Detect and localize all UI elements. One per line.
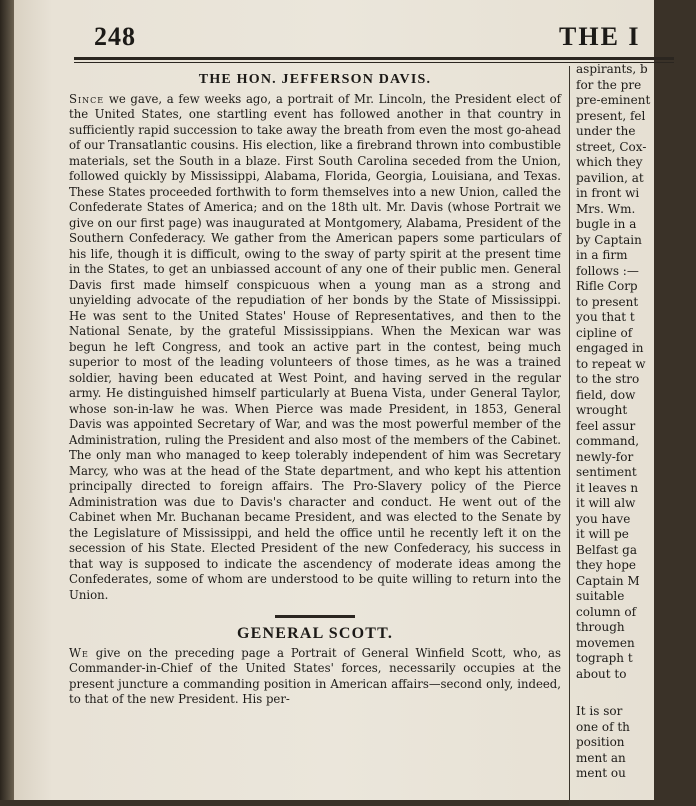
newspaper-page [14,0,654,800]
right-column-line: It is sor [576,704,623,718]
right-column-line: aspirants, b [576,62,648,76]
right-column-line: by Captain [576,232,642,247]
right-column-line: pre-eminent [576,93,651,107]
right-column-line: Rifle Corp [576,279,638,293]
article-title-davis: THE HON. JEFFERSON DAVIS. [198,72,432,87]
right-column-line: it will pe [576,527,629,541]
right-column-line: field, dow [576,387,636,402]
right-column-line: to the stro [576,372,640,386]
article-divider [275,615,355,618]
right-column-line: feel assur [576,418,636,433]
right-column-line: one of th [576,719,630,734]
right-column-line: street, Cox- [576,139,647,154]
right-column-line: movemen [576,635,635,650]
right-column-line: which they [576,155,643,169]
right-column-line: pavilion, at [576,170,644,185]
article-text-scott: give on the preceding page a Portrait of General Winfield Scott, who, as Commander-in-Chief of the United States' forces, necessarily occupies at the present juncture a commanding position in American affairs—second only, indeed, to that of the new President. His per- [69,645,561,706]
right-column-gap [576,682,696,704]
article-text-davis: we gave, a few weeks ago, a portrait of Mr. Lincoln, the President elect of the United States, one startling event has followed another in that country in sufficiently rapid succession to take away the breath from even the most go-ahead of our Transatlantic cousins. His election, like a firebrand thrown into combustible materials, set the South in a blaze. First South Carolina seceded from the Union, followed quickly by Mississippi, Alabama, Florida, Georgia, Louisiana, and Texas. These States proceeded forthwith to form themselves into a new Union, called the Confederate States of America; and on the 18th ult. Mr. Davis (whose Portrait we give on our first page) was inaugurated at Montgomery, Alabama, President of the Southern Confederacy. We gather from the American papers some particulars of his life, though it is difficult, owing to the sway of party spirit at the present time in the States, to get an unbiassed account of any one of their public men. General Davis first made himself conspicuous when a young man as a strong and unyielding advocate of the repudiation of her bonds by the State of Mississippi. He was sent to the United States' House of Representatives, and then to the National Senate, by the grateful Mississippians. When the Mexican war was begun he left Congress, and took an active part in the contest, being much superior to most of the leading volunteers of those times, as he was a trained soldier, having been educated at West Point, and having served in the regular army. He distinguished himself particularly at Buena Vista, under General Taylor, whose son-in-law he was. When Pierce was made President, in 1853, General Davis was appointed Secretary of War, and was the most powerful member of the Administration, ruling the President and also most of the members of the Cabinet. The only man who managed to keep tolerably independent of him was Secretary Marcy, who was at the head of the State department, and who kept his attention principally directed to foreign affairs. The Pro-Slavery policy of the Pierce Administration was due to Davis's character and conduct. He went out of the Cabinet when Mr. Buchanan became President, and was elected to the Senate by the Legislature of Mississippi, and held the office until he recently left it on the secession of his State. Elected President of the new Confederacy, his success in that way is supposed to indicate the ascendency of moderate ideas among the Confederates, some of whom are understood to be quite willing to return into the Union. [69,91,562,602]
right-column-line: bugle in a [576,217,637,231]
right-column-line: Captain M [576,573,640,588]
right-column-line: wrought [576,403,628,417]
article-body-scott [69,646,561,708]
right-column-line: it leaves n [576,480,639,495]
right-column-line: in a firm [576,248,628,262]
right-column-top [576,62,696,682]
right-column-line: under the [576,124,636,138]
right-column-line: sentiment [576,465,637,479]
right-column-line: ment ou [576,766,626,780]
right-column-line: to repeat w [576,356,646,371]
right-column-line: follows :— [576,263,639,278]
right-column-line: newly-for [576,449,634,464]
right-column-line: column of [576,604,637,619]
right-column-line: suitable [576,589,625,603]
right-column-line: tograph t [576,651,633,665]
lead-word: We [69,645,89,660]
right-column-line: you that t [576,310,635,324]
right-column-bottom [576,704,696,782]
right-column-line: they hope [576,558,636,572]
right-column-line: cipline of [576,325,633,340]
right-column-line: for the pre [576,77,642,92]
right-column-line: through [576,620,625,634]
lead-word: Since [69,91,105,106]
right-column-line: engaged in [576,341,644,355]
header-rule [74,57,674,60]
column-divider [569,66,570,806]
page-gutter-shadow [0,0,14,800]
right-column-line: Belfast ga [576,542,637,557]
right-column [576,62,696,782]
right-column-line: position [576,735,625,749]
right-column-line: about to [576,666,627,681]
right-column-line: it will alw [576,496,636,510]
article-body-davis [69,92,561,604]
right-column-line: you have [576,511,631,526]
right-column-line: present, fel [576,108,646,123]
right-column-line: ment an [576,750,626,765]
right-column-line: in front wi [576,186,640,200]
article-title-scott: GENERAL SCOTT. [236,625,394,642]
right-column-line: command, [576,434,640,448]
running-head: THE I [559,22,641,51]
page-number: 248 [94,22,136,51]
main-column [69,70,561,708]
right-column-line: to present [576,294,639,309]
right-column-line: Mrs. Wm. [576,201,636,216]
